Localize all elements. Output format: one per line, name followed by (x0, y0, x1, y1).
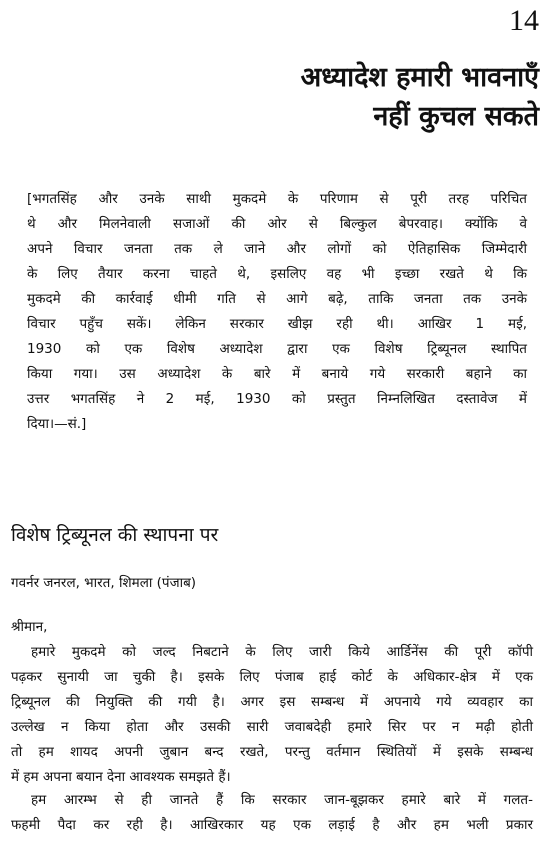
intro-line: थे और मिलनेवाली सजाओं की ओर से बिल्कुल बेपरवाह। क्योंकि वे (27, 216, 527, 232)
intro-line: [भगतसिंह और उनके साथी मुकदमे के परिणाम से पूरी तरह परिचित (27, 191, 527, 207)
intro-line: अपने विचार जनता तक ले जाने और लोगों को ऐतिहासिक जिम्मेदारी (27, 241, 527, 257)
body-line: फहमी पैदा कर रही है। आखिरकार यह एक लड़ाई है और हम भली प्रकार (11, 817, 533, 833)
intro-line: दिया।—सं.] (27, 416, 87, 432)
chapter-title-line-1: अध्यादेश हमारी भावनाएँ (300, 62, 539, 93)
letter-salutation: श्रीमान, (11, 619, 48, 635)
chapter-number: 14 (509, 4, 539, 37)
body-line: पढ़कर सुनायी जा चुकी है। इसके लिए पंजाब हाई कोर्ट के अधिकार-क्षेत्र में एक (11, 669, 533, 685)
body-paragraph-2 (11, 788, 533, 838)
body-line: उल्लेख न किया होता और उसकी सारी जवाबदेही हमारे सिर पर न मढ़ी होती (11, 719, 533, 735)
body-paragraph-1 (11, 640, 533, 790)
intro-line: के लिए तैयार करना चाहते थे, इसलिए वह भी इच्छा रखते थे कि (27, 266, 527, 282)
chapter-title-line-2: नहीं कुचल सकते (373, 101, 539, 132)
body-line: ट्रिब्यूनल की नियुक्ति की गयी है। अगर इस सम्बन्ध में अपनाये गये व्यवहार का (11, 694, 533, 710)
editorial-introduction (27, 187, 527, 437)
intro-line: विचार पहुँच सकें। लेकिन सरकार खीझ रही थी। आखिर 1 मई, (27, 316, 527, 332)
body-line: तो हम शायद अपनी जुबान बन्द रखते, परन्तु वर्तमान स्थितियों में इसके सम्बन्ध (11, 744, 533, 760)
intro-line: 1930 को एक विशेष अध्यादेश द्वारा एक विशेष ट्रिब्यूनल स्थापित (27, 341, 527, 357)
body-line: में हम अपना बयान देना आवश्यक समझते हैं। (11, 769, 231, 785)
chapter-title (119, 58, 539, 136)
body-line: हम आरम्भ से ही जानते हैं कि सरकार जान-बूझकर हमारे बारे में गलत- (31, 792, 533, 808)
intro-line: किया गया। उस अध्यादेश के बारे में बनाये गये सरकारी बहाने का (27, 366, 527, 382)
body-line: हमारे मुकदमे को जल्द निबटाने के लिए जारी किये आर्डिनेंस की पूरी कॉपी (31, 644, 533, 660)
letter-addressee: गवर्नर जनरल, भारत, शिमला (पंजाब) (11, 575, 197, 591)
intro-line: मुकदमे की कार्रवाई धीमी गति से आगे बढ़े, ताकि जनता तक उनके (27, 291, 527, 307)
section-heading: विशेष ट्रिब्यूनल की स्थापना पर (11, 524, 219, 546)
intro-line: उत्तर भगतसिंह ने 2 मई, 1930 को प्रस्तुत निम्नलिखित दस्तावेज में (27, 391, 527, 407)
